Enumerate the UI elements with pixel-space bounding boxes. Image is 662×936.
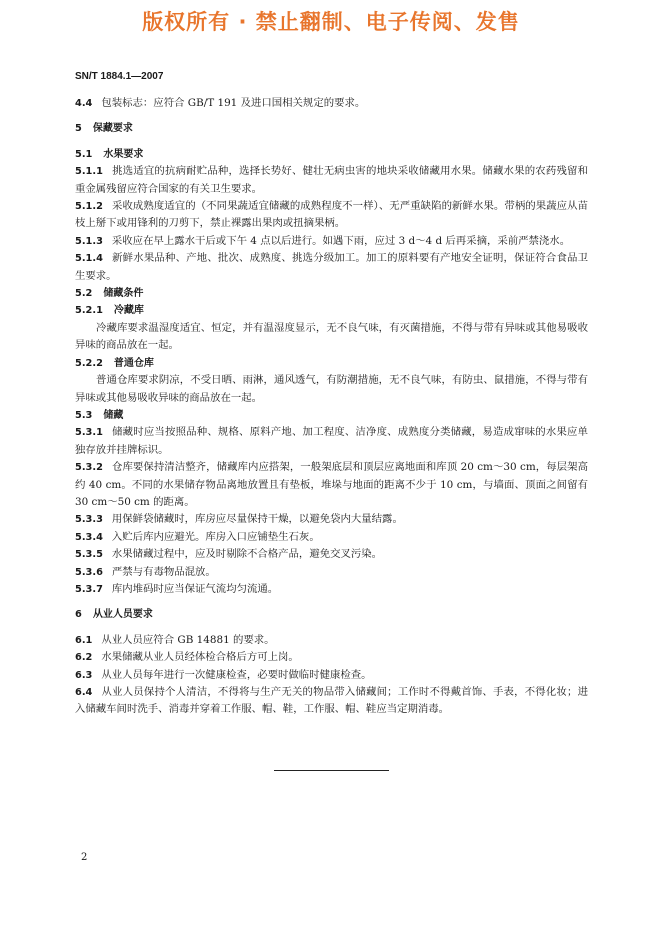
clause-text: 从业人员保持个人清洁，不得将与生产无关的物品带入储藏间；工作时不得戴首饰、手表，不得化妆；进入储藏车间时洗手、消毒并穿着工作服、帽、鞋，工作服、帽、鞋应当定期消毒。	[75, 686, 588, 716]
clause-number: 5.3.6	[75, 566, 103, 578]
clause-text: 冷藏库	[113, 305, 144, 317]
clause-paragraph	[75, 320, 588, 355]
clause-text: 包装标志：应符合 GB/T 191 及进口国相关规定的要求。	[101, 97, 366, 109]
clause-text: 普通仓库要求阴凉，不受日晒、雨淋，通风透气，有防潮措施，无不良气味，有防虫、鼠措施，不得与带有异味或其他易吸收异味的商品放在一起。	[75, 374, 588, 404]
page-number: 2	[81, 852, 88, 863]
clause-number: 5.3.2	[75, 462, 103, 474]
clause-text: 严禁与有毒物品混放。	[111, 565, 216, 578]
clause-number: 6.2	[75, 652, 93, 664]
clause-text: 库内堆码时应当保证气流均匀流通。	[111, 582, 279, 595]
clause-number: 6.3	[75, 669, 93, 681]
clause-paragraph	[75, 546, 588, 563]
clause-paragraph	[75, 233, 588, 250]
clause-paragraph	[75, 511, 588, 528]
clause-text: 储藏条件	[103, 288, 144, 300]
clause-text: 冷藏库要求温湿度适宜、恒定，并有温湿度显示，无不良气味，有灭菌措施，不得与带有异味或其他易吸收异味的商品放在一起。	[75, 321, 588, 352]
clause-paragraph	[75, 95, 588, 112]
clause-paragraph	[75, 163, 588, 198]
clause-text: 挑选适宜的抗病耐贮品种，选择长势好、健壮无病虫害的地块采收储藏用水果。储藏水果的农药残留和重金属残留应符合国家的有关卫生要求。	[75, 165, 588, 195]
clause-text: 储藏时应当按照品种、规格、原料产地、加工程度、洁净度、成熟度分类储藏，易造成窜味的水果应单独存放并挂牌标识。	[75, 426, 588, 456]
clause-number: 5.1.2	[75, 201, 103, 213]
clause-number: 6.4	[75, 687, 93, 698]
clause-number: 4.4	[75, 98, 93, 109]
clause-number: 5.3.3	[75, 514, 103, 526]
section-heading	[75, 120, 588, 137]
clause-number: 5.1.4	[75, 253, 103, 265]
clause-number: 5.2.2	[75, 357, 103, 369]
section-heading	[75, 355, 588, 372]
clause-paragraph	[75, 250, 588, 285]
clause-text: 水果储藏过程中，应及时剔除不合格产品，避免交叉污染。	[111, 548, 383, 561]
clause-number: 5.3	[75, 409, 93, 421]
clause-number: 5.1.3	[75, 235, 103, 247]
clause-paragraph	[75, 424, 588, 459]
clause-number: 5.3.5	[75, 549, 103, 561]
clause-text: 采收应在早上露水干后或下午 4 点以后进行。如遇下雨，应过 3 d～4 d 后再采摘，采前严禁浇水。	[111, 234, 571, 247]
clause-text: 从业人员应符合 GB 14881 的要求。	[101, 633, 275, 646]
clause-text: 仓库要保持清洁整齐，储藏库内应搭架，一般架底层和顶层应离地面和库顶 20 cm～30 cm，每层架高约 40 cm。不同的水果储存物品离地放置且有垫板，堆垛与地面的距离不少于 10 cm，与墙面、顶面之间留有 30 cm～50 cm 的距离。	[75, 461, 588, 508]
clause-paragraph	[75, 372, 588, 407]
clause-paragraph	[75, 529, 588, 546]
section-heading	[75, 302, 588, 319]
clause-number: 5.3.1	[75, 427, 103, 439]
clause-text: 新鲜水果品种、产地、批次、成熟度、挑选分级加工。加工的原料要有产地安全证明，保证符合食品卫生要求。	[75, 252, 588, 282]
clause-number: 5	[75, 123, 82, 135]
clause-number: 5.3.4	[75, 531, 103, 543]
clause-number: 6	[75, 609, 82, 621]
clause-text: 从业人员每年进行一次健康检查，必要时做临时健康检查。	[101, 668, 372, 681]
clause-paragraph	[75, 649, 588, 666]
clause-text: 从业人员要求	[92, 609, 153, 621]
section-heading	[75, 146, 588, 163]
clause-paragraph	[75, 684, 588, 719]
clause-number: 5.1.1	[75, 166, 103, 178]
clause-text: 用保鲜袋储藏时，库房应尽量保持干燥，以避免袋内大量结露。	[111, 513, 403, 526]
section-heading	[75, 407, 588, 424]
clause-paragraph	[75, 564, 588, 581]
clause-number: 5.2.1	[75, 305, 103, 317]
standard-code-header: SN/T 1884.1—2007	[75, 71, 164, 82]
end-divider	[274, 770, 389, 771]
clause-text: 采收成熟度适宜的（不同果蔬适宜储藏的成熟程度不一样）、无严重缺陷的新鲜水果。带柄的果蔬应从苗枝上掰下或用锋利的刀剪下，禁止裸露出果肉或扭摘果柄。	[75, 200, 588, 230]
copyright-watermark: 版权所有 · 禁止翻制、电子传阅、发售	[142, 10, 520, 34]
clause-text: 保藏要求	[92, 123, 133, 135]
clause-number: 5.2	[75, 288, 93, 300]
clause-text: 普通仓库	[113, 357, 154, 369]
clause-text: 入贮后库内应避光。库房入口应铺垫生石灰。	[111, 530, 320, 543]
clause-text: 水果要求	[103, 148, 144, 160]
clause-paragraph	[75, 581, 588, 598]
clause-number: 5.1	[75, 148, 93, 160]
clause-paragraph	[75, 198, 588, 233]
section-heading	[75, 606, 588, 623]
clause-text: 储藏	[103, 409, 124, 421]
clause-paragraph	[75, 667, 588, 684]
section-heading	[75, 285, 588, 302]
clause-number: 5.3.7	[75, 583, 103, 595]
clause-text: 水果储藏从业人员经体检合格后方可上岗。	[101, 651, 299, 664]
clause-number: 6.1	[75, 634, 93, 646]
clause-paragraph	[75, 459, 588, 511]
clause-paragraph	[75, 632, 588, 649]
document-body	[75, 95, 588, 719]
